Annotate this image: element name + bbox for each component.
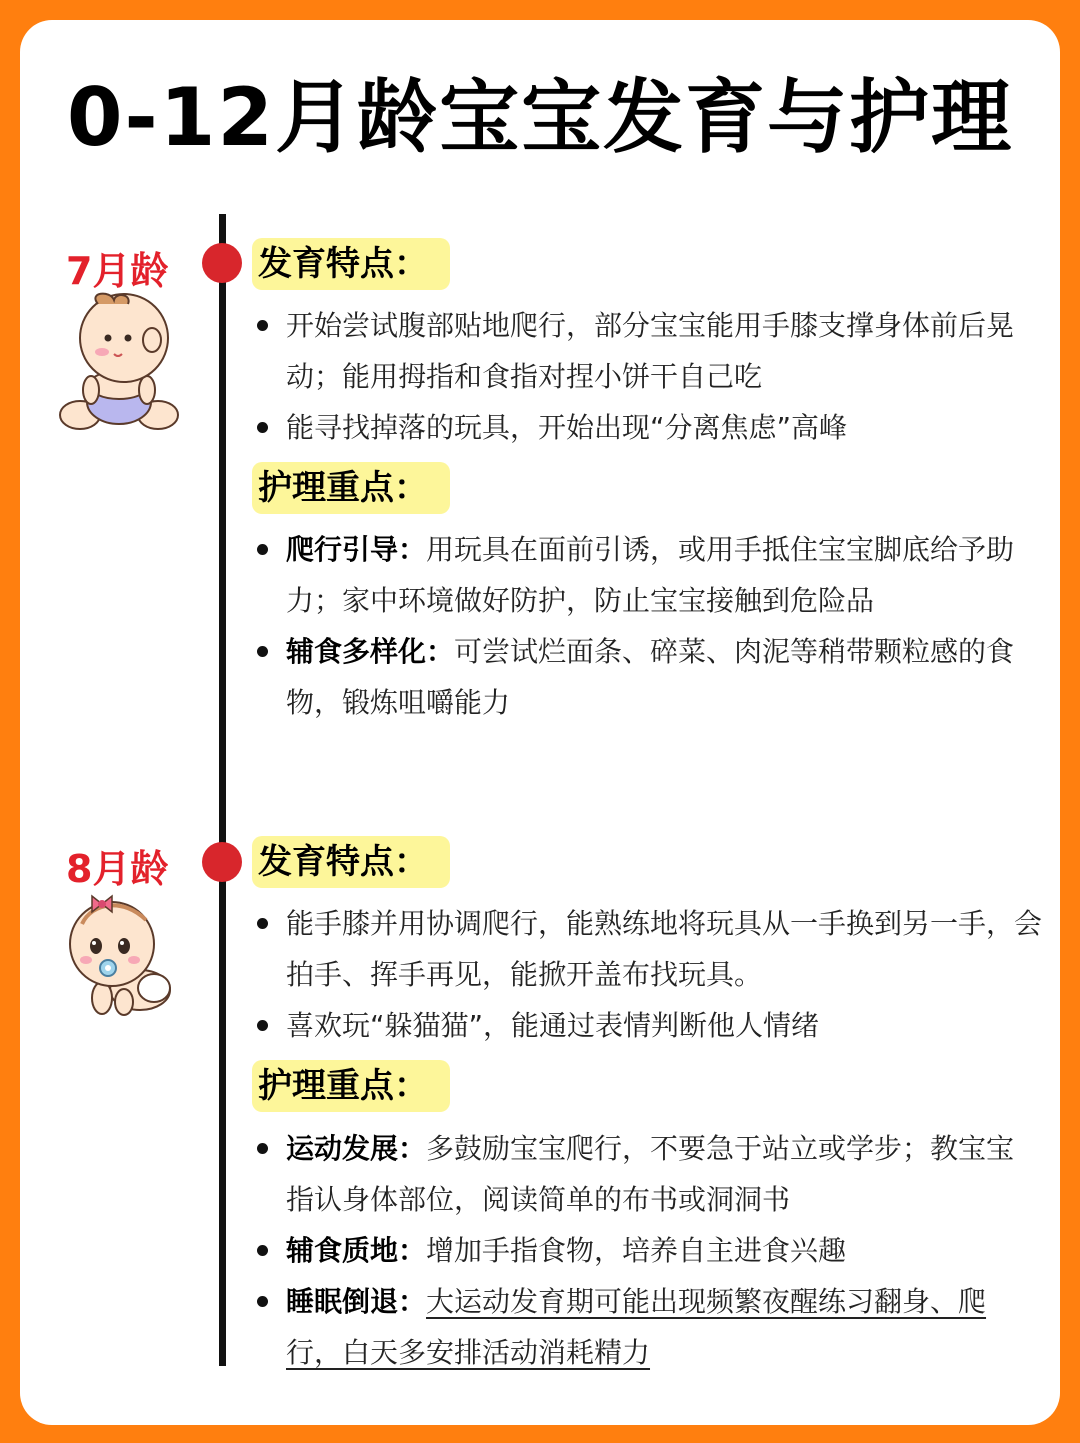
month-label-7: 7月龄 [66, 249, 169, 293]
dev-title-8: 发育特点： [252, 836, 450, 888]
baby-sitting-icon [58, 290, 182, 438]
page-title: 0-12月龄宝宝发育与护理 [66, 71, 1014, 164]
list-item: 能寻找掉落的玩具，开始出现“分离焦虑”高峰 [252, 402, 1042, 453]
list-item: 运动发展：多鼓励宝宝爬行，不要急于站立或学步；教宝宝指认身体部位，阅读简单的布书或洞洞书 [252, 1123, 1042, 1225]
list-item: 开始尝试腹部贴地爬行，部分宝宝能用手膝支撑身体前后晃动；能用拇指和食指对捏小饼干自己吃 [252, 300, 1042, 402]
care-list-8 [252, 1123, 1042, 1378]
list-item: 辅食多样化：可尝试烂面条、碎菜、肉泥等稍带颗粒感的食物，锻炼咀嚼能力 [252, 626, 1042, 728]
baby-crawling-icon [62, 890, 180, 1020]
care-title-7: 护理重点： [252, 462, 450, 514]
dev-list-8 [252, 898, 1042, 1051]
list-item: 辅食质地：增加手指食物，培养自主进食兴趣 [252, 1225, 1042, 1276]
list-item: 能手膝并用协调爬行，能熟练地将玩具从一手换到另一手，会拍手、挥手再见，能掀开盖布找玩具。 [252, 898, 1042, 1000]
timeline-dot-7 [202, 243, 242, 283]
list-item: 睡眠倒退：大运动发育期可能出现频繁夜醒练习翻身、爬行，白天多安排活动消耗精力 [252, 1276, 1042, 1378]
list-item: 喜欢玩“躲猫猫”，能通过表情判断他人情绪 [252, 1000, 1042, 1051]
list-item: 爬行引导：用玩具在面前引诱，或用手抵住宝宝脚底给予助力；家中环境做好防护，防止宝宝接触到危险品 [252, 524, 1042, 626]
timeline-dot-8 [202, 842, 242, 882]
dev-list-7 [252, 300, 1042, 453]
month-label-8: 8月龄 [66, 847, 169, 891]
care-title-8: 护理重点： [252, 1060, 450, 1112]
care-list-7 [252, 524, 1042, 728]
timeline-line [219, 214, 226, 1366]
dev-title-7: 发育特点： [252, 238, 450, 290]
